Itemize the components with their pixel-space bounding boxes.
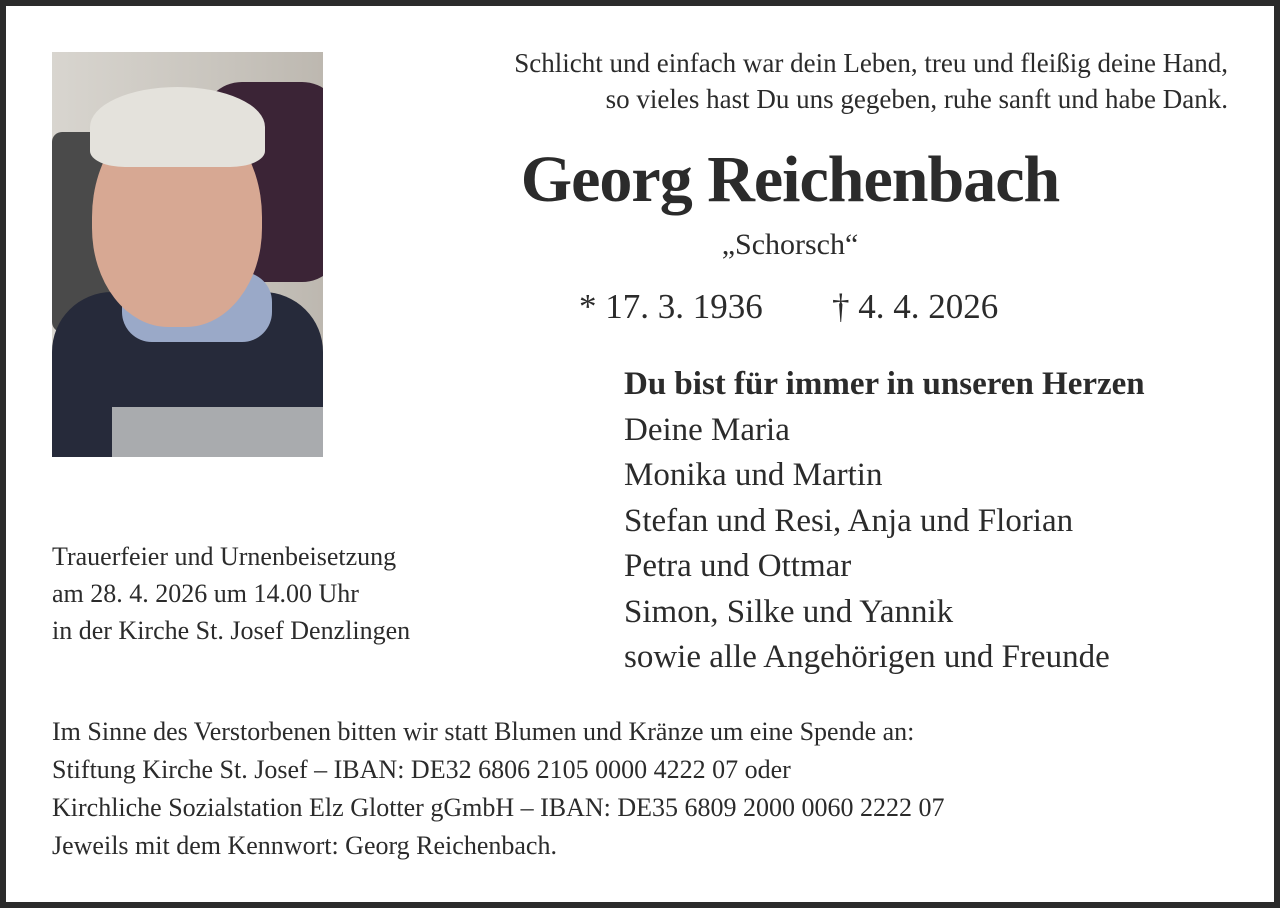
verse-line: so vieles hast Du uns gegeben, ruhe sanft und habe Dank. — [605, 84, 1228, 114]
service-line: in der Kirche St. Josef Denzlingen — [52, 616, 411, 645]
mourners-heading: Du bist für immer in unseren Herzen — [624, 366, 1145, 402]
mourner-line: Monika und Martin — [624, 457, 883, 493]
death-date: † 4. 4. 2026 — [832, 287, 999, 326]
verse — [514, 45, 1228, 117]
mourner-line: Simon, Silke und Yannik — [624, 593, 954, 630]
donation-line: Im Sinne des Verstorbenen bitten wir statt Blumen und Kränze um eine Spende an: — [52, 717, 915, 746]
birth-date: * 17. 3. 1936 — [579, 287, 763, 326]
donation-line: Jeweils mit dem Kennwort: Georg Reichenbach. — [52, 831, 557, 860]
donation-info — [52, 713, 945, 865]
donation-line: Kirchliche Sozialstation Elz Glotter gGmbH – IBAN: DE35 6809 2000 0060 2222 07 — [52, 793, 945, 822]
mourner-line: Petra und Ottmar — [624, 548, 852, 584]
service-info — [52, 538, 410, 649]
deceased-name: Georg Reichenbach — [520, 143, 1060, 216]
donation-line: Stiftung Kirche St. Josef – IBAN: DE32 6806 2105 0000 4222 07 oder — [52, 755, 791, 784]
mourner-line: Stefan und Resi, Anja und Florian — [624, 502, 1074, 539]
nickname: „Schorsch“ — [721, 228, 859, 261]
verse-line: Schlicht und einfach war dein Leben, treu und fleißig deine Hand, — [514, 48, 1228, 78]
mourners — [624, 362, 1145, 681]
mourner-line: sowie alle Angehörigen und Freunde — [624, 639, 1110, 675]
service-line: Trauerfeier und Urnenbeisetzung — [52, 542, 397, 571]
mourner-line: Deine Maria — [624, 411, 790, 448]
service-line: am 28. 4. 2026 um 14.00 Uhr — [52, 579, 359, 608]
